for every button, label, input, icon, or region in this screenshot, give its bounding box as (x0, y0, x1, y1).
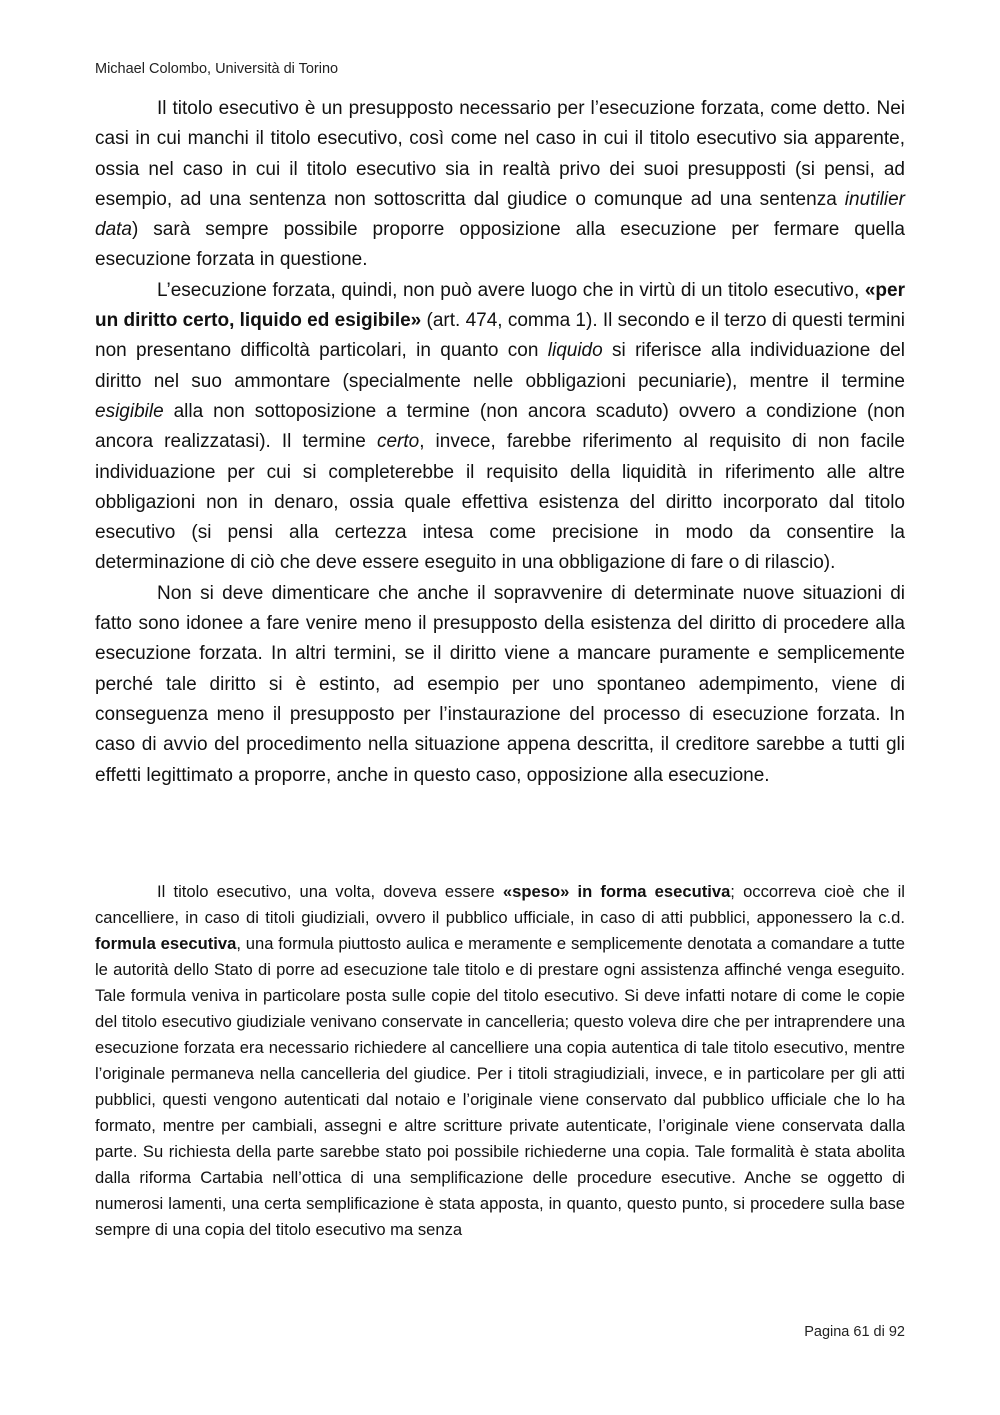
bold-run: «speso» in forma esecutiva (502, 882, 731, 901)
bold-run: formula esecutiva (95, 934, 237, 953)
text-run: ) sarà sempre possibile proporre opposizione alla esecuzione per fermare quella esecuzione forzata in questione. (95, 219, 905, 271)
text-run: alla non sottoposizione a termine (non ancora scaduto) ovvero a condizione (non ancora realizzatasi). Il termine (95, 400, 905, 453)
paragraph-sopravvenire (95, 579, 905, 791)
paragraph-diritto-certo (95, 276, 905, 579)
bold-run: «per un diritto certo, liquido ed esigibile» (95, 279, 905, 332)
page-number: Pagina 61 di 92 (804, 1324, 905, 1340)
text-run: Il titolo esecutivo, una volta, doveva essere (157, 882, 503, 901)
italic-run: certo (376, 431, 420, 453)
text-run: , invece, farebbe riferimento al requisito di non facile individuazione per cui si completerebbe il requisito della liquidità in riferimento alle altre obbligazioni non in denaro, ossia quale effettiva esistenza del diritto incorporato dal titolo esecutivo (si pensi alla certezza intesa come precisione in modo da consentire la determinazione di ciò che deve essere eseguito in una obbligazione di fare o di rilascio). (95, 431, 905, 574)
italic-run: esigibile (95, 400, 164, 422)
page-header-author: Michael Colombo, Università di Torino (95, 61, 339, 77)
text-run: , una formula piuttosto aulica e meramente e semplicemente denotata a comandare a tutte le autorità dello Stato di porre ad esecuzione tale titolo e di prestare ogni assistenza affinché venga eseguito. Tale formula veniva in particolare posta sulle copie del titolo esecutivo. Si deve infatti notare di come le copie del titolo esecutivo giudiziale venivano conservate in cancelleria; questo voleva dire che per intraprendere una esecuzione forzata era necessario richiedere al cancelliere una copia autentica di tale titolo esecutivo, mentre l’originale permaneva nella cancelleria del giudice. Per i titoli stragiudiziali, invece, e in particolare per gli atti pubblici, questi vengono autenticati dal notaio e l’originale viene conservato dal pubblico ufficiale che lo ha formato, mentre per cambiali, assegni e altre scritture private autenticate, l’originale viene conservata dalla parte. Su richiesta della parte sarebbe stato poi possibile richiederne una copia. Tale formalità è stata abolita dalla riforma Cartabia nell’ottica di una semplificazione delle procedure esecutive. Anche se oggetto di numerosi lamenti, una certa semplificazione è stata apposta, in quanto, questo punto, si procedere sulla base sempre di una copia del titolo esecutivo ma senza (95, 934, 905, 1239)
secondary-body-text (95, 879, 905, 1243)
text-run: (art. 474, comma 1). Il secondo e il terzo di questi termini non presentano difficoltà particolari, in quanto con (95, 310, 905, 362)
text-run: Il titolo esecutivo è un presupposto necessario per l’esecuzione forzata, come detto. Nei casi in cui manchi il titolo esecutivo, così come nel caso in cui il titolo esecutivo sia apparente, ossia nel caso in cui il titolo esecutivo sia in realtà privo dei suoi presupposti (si pensi, ad esempio, ad una sentenza non sottoscritta dal giudice o comunque ad una sentenza (95, 98, 905, 210)
text-run: L’esecuzione forzata, quindi, non può avere luogo che in virtù di un titolo esecutivo, (157, 279, 865, 301)
paragraph-formula-esecutiva (95, 879, 905, 1243)
text-run: si riferisce alla individuazione del diritto nel suo ammontare (specialmente nelle obbligazioni pecuniarie), mentre il termine (95, 340, 906, 392)
italic-run: inutilier data (95, 188, 905, 241)
italic-run: liquido (547, 340, 603, 362)
paragraph-titolo-presupposto (95, 94, 905, 276)
text-run: Non si deve dimenticare che anche il sopravvenire di determinate nuove situazioni di fatto sono idonee a fare venire meno il presupposto della esistenza del diritto di procedere alla esecuzione forzata. In altri termini, se il diritto viene a mancare puramente e semplicemente perché tale diritto si è estinto, ad esempio per uno spontaneo adempimento, viene di conseguenza meno il presupposto per l’instaurazione del processo di esecuzione forzata. In caso di avvio del procedimento nella situazione appena descritta, il creditore sarebbe a tutti gli effetti legittimato a proporre, anche in questo caso, opposizione alla esecuzione. (95, 582, 905, 786)
text-run: ; occorreva cioè che il cancelliere, in caso di titoli giudiziali, ovvero il pubblico ufficiale, in caso di atti pubblici, apponessero la c.d. (95, 882, 905, 927)
main-body-text (95, 94, 905, 791)
